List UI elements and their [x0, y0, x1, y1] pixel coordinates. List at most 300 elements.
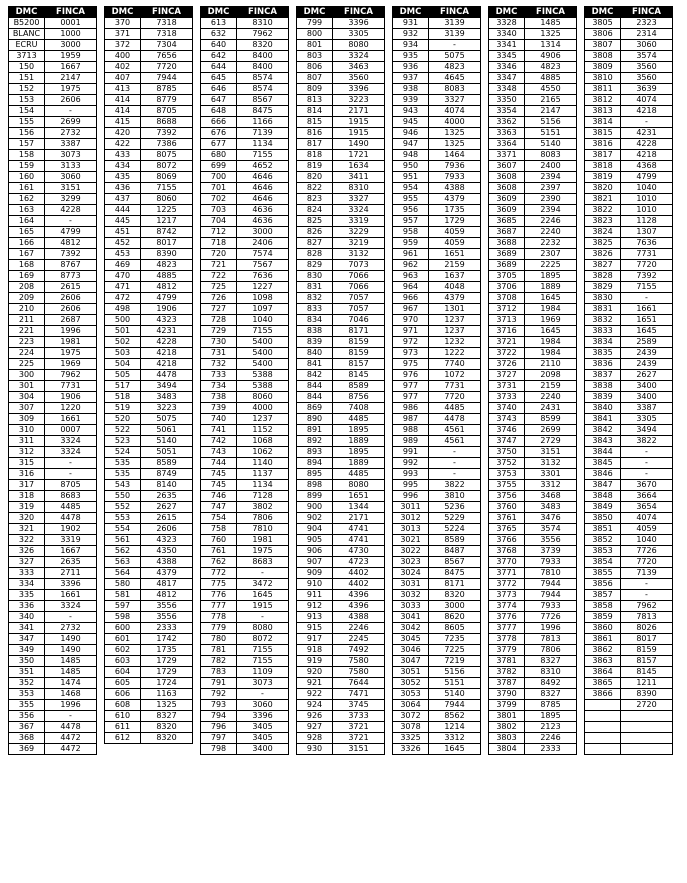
finca-code: 1667: [45, 546, 97, 557]
table-row: [105, 315, 193, 326]
dmc-code: 964: [393, 282, 429, 293]
finca-code: 2394: [525, 172, 577, 183]
finca-code: 2732: [45, 623, 97, 634]
finca-code: 8749: [141, 469, 193, 480]
finca-code: 7580: [333, 667, 385, 678]
dmc-code: 3821: [585, 194, 621, 205]
dmc-code: 3854: [585, 557, 621, 568]
finca-code: 0001: [45, 18, 97, 29]
table-row: [105, 689, 193, 700]
table-row: [297, 370, 385, 381]
table-row: [489, 40, 577, 51]
table-row: [105, 51, 193, 62]
table-row: [489, 656, 577, 667]
dmc-code: 831: [297, 282, 333, 293]
finca-code: 3556: [141, 601, 193, 612]
finca-code: 5156: [429, 667, 481, 678]
table-row: [105, 546, 193, 557]
dmc-code: 3011: [393, 502, 429, 513]
dmc-code: B5200: [9, 18, 45, 29]
finca-code: 1227: [237, 282, 289, 293]
dmc-code: 966: [393, 293, 429, 304]
finca-code: 5075: [141, 414, 193, 425]
finca-code: 7219: [429, 656, 481, 667]
dmc-code: 3790: [489, 689, 525, 700]
conversion-table-4: [296, 6, 385, 755]
finca-code: 4799: [45, 227, 97, 238]
table-row: [9, 689, 97, 700]
finca-code: 8475: [237, 106, 289, 117]
table-row: [9, 172, 97, 183]
dmc-code: 700: [201, 172, 237, 183]
finca-code: 3132: [333, 249, 385, 260]
dmc-code: 647: [201, 95, 237, 106]
finca-code: 7720: [429, 392, 481, 403]
table-row: [393, 315, 481, 326]
table-row: [393, 238, 481, 249]
table-row: [585, 227, 673, 238]
finca-code: 2439: [621, 359, 673, 370]
finca-code: 4218: [621, 106, 673, 117]
dmc-code: 562: [105, 546, 141, 557]
table-row: [9, 249, 97, 260]
dmc-code: 799: [297, 18, 333, 29]
table-row: [489, 711, 577, 722]
finca-code: 1474: [45, 678, 97, 689]
finca-code: 8145: [333, 370, 385, 381]
finca-code: -: [621, 579, 673, 590]
finca-code: 1152: [237, 425, 289, 436]
table-row: [585, 392, 673, 403]
finca-code: 8310: [237, 18, 289, 29]
finca-code: 4885: [141, 271, 193, 282]
finca-code: 4218: [141, 359, 193, 370]
table-row: [393, 381, 481, 392]
dmc-code: 563: [105, 557, 141, 568]
dmc-code: 3042: [393, 623, 429, 634]
table-row: [297, 733, 385, 744]
finca-code: 4478: [141, 370, 193, 381]
dmc-code: 3772: [489, 579, 525, 590]
table-row: [393, 348, 481, 359]
table-row: [585, 414, 673, 425]
table-row: [585, 524, 673, 535]
table-row: [489, 106, 577, 117]
finca-code: 5224: [429, 524, 481, 535]
table-row: [393, 722, 481, 733]
table-row: [585, 502, 673, 513]
dmc-code: 520: [105, 414, 141, 425]
finca-code: 1645: [621, 326, 673, 337]
finca-code: 1490: [45, 634, 97, 645]
table-row: [105, 524, 193, 535]
dmc-code: 420: [105, 128, 141, 139]
finca-code: 3810: [429, 491, 481, 502]
table-row: [585, 18, 673, 29]
dmc-code: 909: [297, 568, 333, 579]
dmc-code: 3722: [489, 348, 525, 359]
dmc-code: 935: [393, 51, 429, 62]
dmc-code: 869: [297, 403, 333, 414]
finca-code: 8310: [525, 667, 577, 678]
table-row: [585, 238, 673, 249]
table-row: [201, 480, 289, 491]
table-row: [297, 95, 385, 106]
dmc-code: 550: [105, 491, 141, 502]
dmc-code: 3045: [393, 634, 429, 645]
table-row: [297, 656, 385, 667]
table-row: [489, 678, 577, 689]
dmc-code: 422: [105, 139, 141, 150]
dmc-code: 317: [9, 480, 45, 491]
dmc-column-header: DMC: [297, 7, 333, 18]
finca-code: 1651: [621, 315, 673, 326]
table-row: [9, 491, 97, 502]
table-row: [393, 590, 481, 601]
dmc-code: 553: [105, 513, 141, 524]
dmc-code: 3808: [585, 51, 621, 62]
table-row: [297, 337, 385, 348]
dmc-code: 703: [201, 205, 237, 216]
table-row: [105, 700, 193, 711]
dmc-code: 973: [393, 348, 429, 359]
finca-code: 4645: [429, 73, 481, 84]
dmc-code: 783: [201, 667, 237, 678]
finca-code: 3560: [621, 73, 673, 84]
dmc-code: 977: [393, 381, 429, 392]
finca-code: 4646: [237, 172, 289, 183]
dmc-code: 437: [105, 194, 141, 205]
dmc-code: 316: [9, 469, 45, 480]
finca-code: 2314: [621, 29, 673, 40]
finca-code: 4823: [429, 62, 481, 73]
dmc-code: 936: [393, 62, 429, 73]
table-row: [297, 183, 385, 194]
finca-code: 8080: [237, 623, 289, 634]
finca-code: 7155: [237, 645, 289, 656]
dmc-code: 372: [105, 40, 141, 51]
dmc-code: 3346: [489, 62, 525, 73]
finca-code: 1645: [237, 590, 289, 601]
dmc-code: 958: [393, 227, 429, 238]
dmc-code: 225: [9, 359, 45, 370]
finca-code: 5140: [429, 689, 481, 700]
dmc-code: 3842: [585, 425, 621, 436]
table-row: [201, 139, 289, 150]
finca-code: [621, 711, 673, 722]
table-row: [9, 106, 97, 117]
finca-code: 7810: [525, 568, 577, 579]
header-row: [393, 7, 481, 18]
table-row: [585, 469, 673, 480]
header-row: [201, 7, 289, 18]
table-row: [489, 161, 577, 172]
dmc-code: 352: [9, 678, 45, 689]
table-row: [105, 18, 193, 29]
finca-code: 5140: [525, 139, 577, 150]
finca-code: 2240: [525, 392, 577, 403]
finca-code: 8574: [237, 73, 289, 84]
dmc-code: 3051: [393, 667, 429, 678]
dmc-code: 402: [105, 62, 141, 73]
finca-code: 2589: [621, 337, 673, 348]
finca-code: 2171: [333, 106, 385, 117]
finca-code: 1214: [429, 722, 481, 733]
finca-code: 8320: [141, 722, 193, 733]
table-row: [489, 689, 577, 700]
finca-code: 1915: [333, 128, 385, 139]
dmc-code: 992: [393, 458, 429, 469]
dmc-code: 950: [393, 161, 429, 172]
dmc-code: 828: [297, 249, 333, 260]
finca-code: 3219: [333, 238, 385, 249]
dmc-code: 543: [105, 480, 141, 491]
dmc-code: 956: [393, 205, 429, 216]
table-row: [489, 18, 577, 29]
dmc-code: 823: [297, 194, 333, 205]
table-row: [585, 260, 673, 271]
table-row: [585, 304, 673, 315]
dmc-code: 535: [105, 469, 141, 480]
table-row: [105, 711, 193, 722]
dmc-code: 3801: [489, 711, 525, 722]
dmc-code: 3760: [489, 502, 525, 513]
table-row: [201, 645, 289, 656]
finca-code: 8683: [237, 557, 289, 568]
dmc-code: 3706: [489, 282, 525, 293]
dmc-code: 3810: [585, 73, 621, 84]
finca-code: 8705: [45, 480, 97, 491]
table-row: [393, 128, 481, 139]
table-row: [201, 623, 289, 634]
table-row: [297, 249, 385, 260]
dmc-code: 989: [393, 436, 429, 447]
finca-code: 7636: [621, 238, 673, 249]
finca-code: 5061: [141, 425, 193, 436]
table-row: [297, 590, 385, 601]
dmc-code: 938: [393, 84, 429, 95]
finca-code: 4652: [237, 161, 289, 172]
finca-code: 1906: [141, 304, 193, 315]
finca-code: 8072: [141, 161, 193, 172]
dmc-code: 993: [393, 469, 429, 480]
finca-code: 4368: [621, 161, 673, 172]
table-row: [297, 414, 385, 425]
dmc-code: 722: [201, 271, 237, 282]
table-row: [9, 711, 97, 722]
table-row: [105, 392, 193, 403]
finca-code: 4048: [429, 282, 481, 293]
dmc-code: 839: [297, 337, 333, 348]
table-row: [489, 293, 577, 304]
table-row: [105, 447, 193, 458]
finca-code: -: [621, 447, 673, 458]
dmc-code: ECRU: [9, 40, 45, 51]
finca-code: 3574: [621, 51, 673, 62]
table-row: [9, 51, 97, 62]
dmc-code: 721: [201, 260, 237, 271]
finca-code: 5388: [237, 381, 289, 392]
table-row: [105, 645, 193, 656]
finca-code: 3299: [45, 194, 97, 205]
table-row: [297, 18, 385, 29]
dmc-code: 932: [393, 29, 429, 40]
table-row: [585, 711, 673, 722]
table-row: [201, 359, 289, 370]
finca-code: 1062: [237, 447, 289, 458]
finca-code: 4323: [141, 535, 193, 546]
table-row: [297, 689, 385, 700]
finca-code: 2165: [525, 95, 577, 106]
finca-code: 4823: [141, 260, 193, 271]
finca-code: 7720: [621, 260, 673, 271]
finca-code: 7057: [333, 304, 385, 315]
table-row: [489, 73, 577, 84]
finca-code: 7046: [333, 315, 385, 326]
dmc-code: 780: [201, 634, 237, 645]
dmc-code: 642: [201, 51, 237, 62]
dmc-code: 210: [9, 304, 45, 315]
dmc-code: 322: [9, 535, 45, 546]
dmc-code: 3766: [489, 535, 525, 546]
finca-code: 3745: [333, 700, 385, 711]
table-row: [393, 744, 481, 755]
dmc-code: 3779: [489, 645, 525, 656]
dmc-code: 3609: [489, 205, 525, 216]
dmc-code: 611: [105, 722, 141, 733]
finca-code: 4350: [141, 546, 193, 557]
dmc-code: 3012: [393, 513, 429, 524]
finca-code: 2400: [525, 161, 577, 172]
dmc-code: 792: [201, 689, 237, 700]
dmc-code: 922: [297, 689, 333, 700]
table-row: [489, 469, 577, 480]
table-row: [201, 337, 289, 348]
dmc-code: 894: [297, 458, 333, 469]
finca-code: 1895: [333, 425, 385, 436]
dmc-code: 606: [105, 689, 141, 700]
table-row: [9, 524, 97, 535]
table-row: [489, 315, 577, 326]
table-row: [489, 62, 577, 73]
finca-code: 3324: [45, 436, 97, 447]
dmc-code: 892: [297, 436, 333, 447]
dmc-code: 522: [105, 425, 141, 436]
finca-code: 1163: [141, 689, 193, 700]
table-row: [201, 425, 289, 436]
table-row: [585, 480, 673, 491]
table-row: [393, 491, 481, 502]
table-row: [201, 183, 289, 194]
finca-code: 2245: [333, 634, 385, 645]
finca-code: 1895: [525, 271, 577, 282]
dmc-code: 167: [9, 249, 45, 260]
table-row: [201, 634, 289, 645]
dmc-code: 502: [105, 337, 141, 348]
dmc-code: 3608: [489, 183, 525, 194]
table-row: [297, 51, 385, 62]
dmc-code: 610: [105, 711, 141, 722]
table-row: [489, 359, 577, 370]
table-row: [297, 579, 385, 590]
finca-column-header: FINCA: [237, 7, 289, 18]
finca-code: 4472: [45, 733, 97, 744]
dmc-code: 500: [105, 315, 141, 326]
table-row: [297, 117, 385, 128]
dmc-code: 3743: [489, 414, 525, 425]
dmc-code: 3833: [585, 326, 621, 337]
finca-code: 4723: [333, 557, 385, 568]
table-row: [585, 689, 673, 700]
dmc-code: 3846: [585, 469, 621, 480]
dmc-code: [585, 744, 621, 755]
finca-code: 8327: [525, 689, 577, 700]
finca-code: 2699: [45, 117, 97, 128]
table-row: [9, 183, 97, 194]
table-row: [489, 282, 577, 293]
finca-code: 7471: [333, 689, 385, 700]
table-row: [201, 667, 289, 678]
dmc-code: 601: [105, 634, 141, 645]
dmc-code: 905: [297, 535, 333, 546]
table-row: [393, 568, 481, 579]
dmc-code: 3828: [585, 271, 621, 282]
table-row: [393, 513, 481, 524]
dmc-code: 3845: [585, 458, 621, 469]
table-row: [9, 733, 97, 744]
dmc-code: 224: [9, 348, 45, 359]
table-row: [393, 425, 481, 436]
finca-code: 1222: [429, 348, 481, 359]
table-row: [201, 535, 289, 546]
dmc-code: 3819: [585, 172, 621, 183]
dmc-code: 814: [297, 106, 333, 117]
table-row: [585, 216, 673, 227]
finca-code: 4823: [525, 62, 577, 73]
dmc-code: 518: [105, 392, 141, 403]
table-row: [393, 40, 481, 51]
table-row: [585, 656, 673, 667]
dmc-code: 535: [105, 458, 141, 469]
finca-code: 3305: [621, 414, 673, 425]
table-row: [297, 601, 385, 612]
finca-code: 3556: [525, 535, 577, 546]
dmc-code: 3827: [585, 260, 621, 271]
table-row: [105, 150, 193, 161]
finca-code: 4561: [429, 436, 481, 447]
finca-code: 4218: [141, 348, 193, 359]
finca-code: 3139: [429, 18, 481, 29]
table-row: [393, 634, 481, 645]
header-row: [297, 7, 385, 18]
finca-code: 1984: [525, 304, 577, 315]
header-row: [585, 7, 673, 18]
table-row: [201, 84, 289, 95]
table-row: [393, 139, 481, 150]
table-row: [201, 282, 289, 293]
finca-code: 1895: [525, 711, 577, 722]
table-row: [105, 304, 193, 315]
table-row: [393, 458, 481, 469]
dmc-code: 336: [9, 601, 45, 612]
table-row: [393, 700, 481, 711]
table-row: [9, 458, 97, 469]
dmc-code: 3858: [585, 601, 621, 612]
finca-code: 4478: [45, 513, 97, 524]
table-row: [585, 183, 673, 194]
dmc-code: 988: [393, 425, 429, 436]
dmc-code: 890: [297, 414, 333, 425]
